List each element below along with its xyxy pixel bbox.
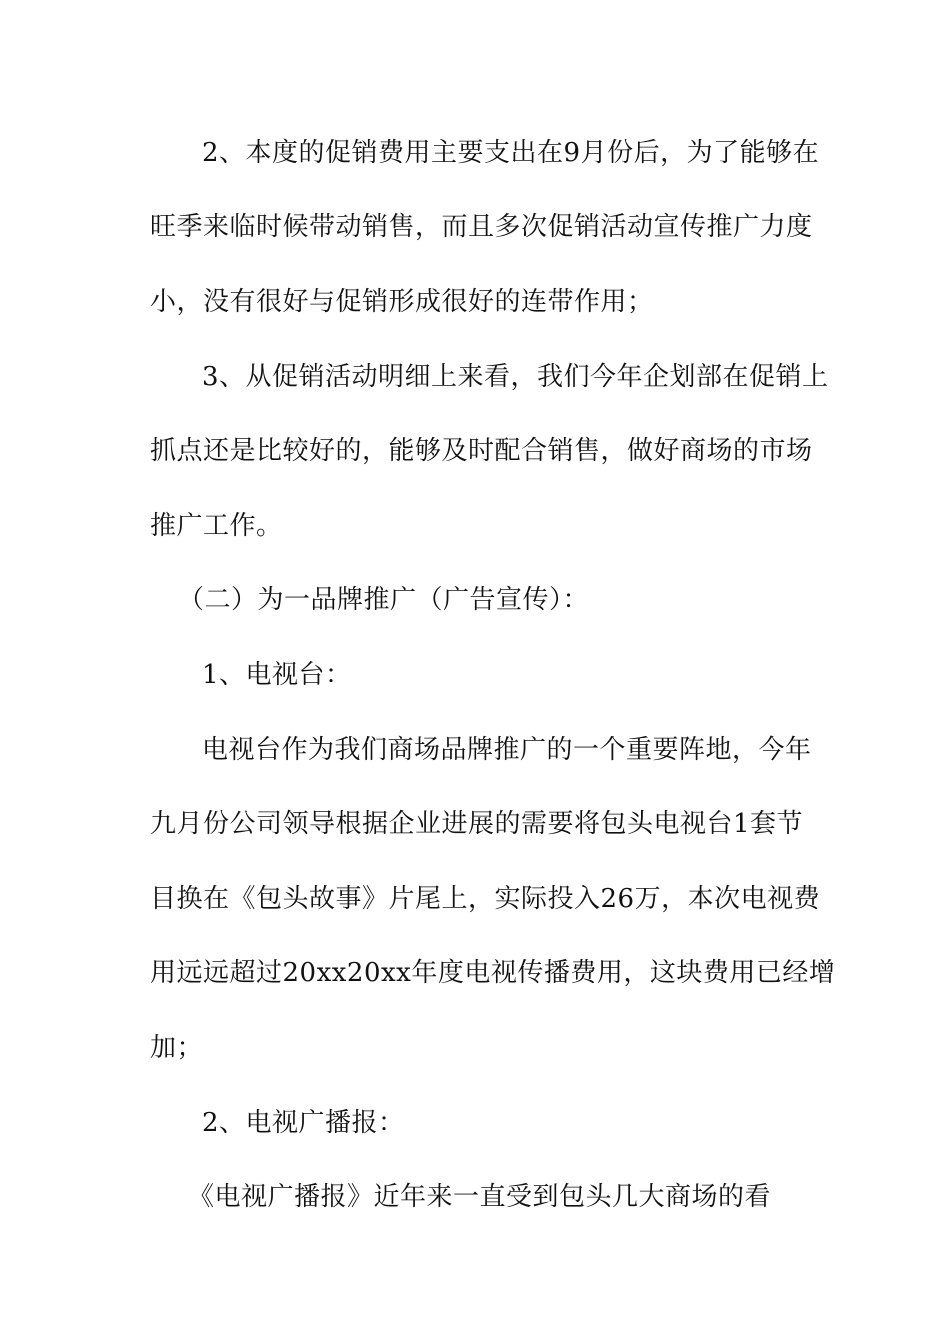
paragraph-line: 2、本度的促销费用主要支出在9月份后，为了能够在 (202, 138, 820, 168)
paragraph-line: 电视台作为我们商场品牌推广的一个重要阵地，今年 (202, 735, 812, 765)
paragraph-line: 小，没有很好与促销形成很好的连带作用； (150, 287, 654, 317)
section-heading: （二）为一品牌推广（广告宣传）： (178, 585, 590, 615)
paragraph-line: 用远远超过20xx20xx年度电视传播费用，这块费用已经增 (150, 958, 836, 988)
paragraph-line: 旺季来临时候带动销售，而且多次促销活动宣传推广力度 (150, 212, 813, 242)
paragraph-line: 加； (150, 1033, 204, 1063)
paragraph-line: 九月份公司领导根据企业进展的需要将包头电视台1套节 (150, 809, 804, 839)
paragraph-line: 抓点还是比较好的，能够及时配合销售，做好商场的市场 (150, 436, 813, 466)
subsection-heading: 2、电视广播报： (202, 1108, 405, 1138)
paragraph-line: 推广工作。 (150, 511, 283, 541)
subsection-heading: 1、电视台： (202, 660, 352, 690)
paragraph-line: 3、从促销活动明细上来看，我们今年企划部在促销上 (202, 362, 829, 392)
paragraph-line: 《电视广播报》近年来一直受到包头几大商场的看 (188, 1182, 772, 1212)
paragraph-line: 目换在《包头故事》片尾上，实际投入26万，本次电视费 (150, 884, 821, 914)
